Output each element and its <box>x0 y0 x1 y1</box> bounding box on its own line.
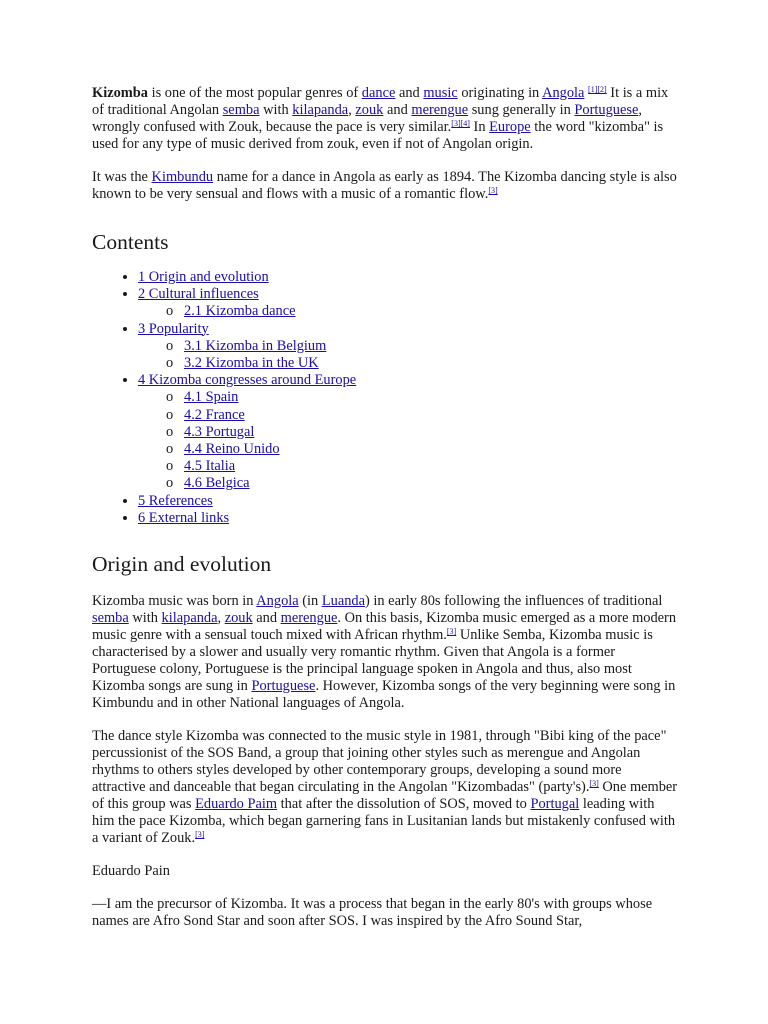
toc-link-belgium[interactable]: 3.1 Kizomba in Belgium <box>184 337 327 354</box>
toc-subitem <box>184 355 678 372</box>
citation-3[interactable]: [3] <box>589 779 599 789</box>
origin-paragraph-2: The dance style Kizomba was connected to the music style in 1981, through "Bibi king of the pace" percussionist of the SOS Band, a group that joining other styles such as merengue and Angolan rhythms to others styles developed by other contemporary groups, developing a sound more attractive and danceable that began circulating in the Angolan "Kizombadas" (party's).[3] One member of this group was Eduardo Paim that after the dissolution of SOS, moved to Portugal leading with him the pace Kizomba, which began garnering fans in Lusitanian lands but mistakenly confused with a variant of Zouk.[3] <box>92 728 678 847</box>
citation-3[interactable]: [3] <box>446 627 457 637</box>
toc-subitem <box>184 389 678 406</box>
toc-subitem <box>184 441 678 458</box>
link-zouk-2[interactable]: zouk <box>224 610 253 627</box>
toc-link-references[interactable]: 5 References <box>138 492 213 509</box>
kimbundu-paragraph: It was the Kimbundu name for a dance in Angola as early as 1894. The Kizomba dancing style is also known to be very sensual and flows with a music of a romantic flow.[3] <box>92 169 677 202</box>
quote-paragraph: —I am the precursor of Kizomba. It was a process that began in the early 80's with groups whose names are Afro Sond Star and soon after SOS. I was inspired by the Afro Sound Star, <box>92 896 653 930</box>
toc-item <box>138 286 678 320</box>
link-dance[interactable]: dance <box>361 85 396 101</box>
toc-link-uk[interactable]: 3.2 Kizomba in the UK <box>184 355 319 372</box>
toc-link-belgica[interactable]: 4.6 Belgica <box>184 475 250 492</box>
toc-item <box>138 510 678 527</box>
link-kimbundu[interactable]: Kimbundu <box>151 169 214 185</box>
toc-subitem <box>184 424 678 441</box>
link-kilapanda-2[interactable]: kilapanda <box>161 610 218 627</box>
citation-1-2[interactable]: [1][2] <box>588 85 607 94</box>
citation-3[interactable]: [3] <box>195 830 205 840</box>
link-semba-2[interactable]: semba <box>92 610 129 627</box>
origin-heading: Origin and evolution <box>92 552 272 577</box>
toc-subitem <box>184 475 678 492</box>
origin-paragraph-1: Kizomba music was born in Angola (in Luanda) in early 80s following the influences of traditional semba with kilapanda, zouk and merengue. On this basis, Kizomba music emerged as a more modern music genre with a sensual touch mixed with African rhythm.[3] Unlike Semba, Kizomba music is characterised by a slower and usually very romantic rhythm. Given that Angola is a former Portuguese colony, Portuguese is the principal language spoken in Angola and thus, also most Kizomba songs are sung in Portuguese. However, Kizomba songs of the very beginning were song in Kimbundu and in other National languages of Angola. <box>92 593 677 712</box>
citation-3-4[interactable]: [3][4] <box>451 119 470 128</box>
link-zouk[interactable]: zouk <box>355 102 384 118</box>
contents-heading: Contents <box>92 230 169 254</box>
table-of-contents <box>92 269 678 527</box>
toc-link-kizomba-dance[interactable]: 2.1 Kizomba dance <box>184 303 296 320</box>
link-semba[interactable]: semba <box>222 102 260 118</box>
toc-subitem <box>184 338 678 355</box>
link-eduardo-paim[interactable]: Eduardo Paim <box>195 796 278 813</box>
article <box>92 80 678 930</box>
toc-item <box>138 372 678 492</box>
link-portuguese-2[interactable]: Portuguese <box>251 678 316 695</box>
toc-link-popularity[interactable]: 3 Popularity <box>138 320 209 337</box>
link-merengue-2[interactable]: merengue <box>280 610 338 627</box>
link-portugal[interactable]: Portugal <box>530 796 580 813</box>
link-angola-2[interactable]: Angola <box>256 593 299 610</box>
toc-subitem <box>184 458 678 475</box>
toc-item <box>138 321 678 373</box>
toc-link-cultural[interactable]: 2 Cultural influences <box>138 286 259 303</box>
link-luanda[interactable]: Luanda <box>321 593 365 610</box>
link-merengue[interactable]: merengue <box>411 102 469 118</box>
link-music[interactable]: music <box>423 85 458 101</box>
eduardo-pain-line: Eduardo Pain <box>92 863 170 880</box>
link-portuguese[interactable]: Portuguese <box>574 102 639 118</box>
toc-link-spain[interactable]: 4.1 Spain <box>184 389 239 406</box>
intro-paragraph: Kizomba is one of the most popular genres of dance and music originating in Angola [1][2] It is a mix of traditional Angolan semba with kilapanda, zouk and merengue sung generally in Portuguese, wrongly confused with Zouk, because the pace is very similar.[3][4] In Europe the word "kizomba" is used for any type of music derived from zouk, even if not of Angolan origin. <box>92 85 669 152</box>
citation-3[interactable]: [3] <box>488 186 498 195</box>
toc-item <box>138 493 678 510</box>
link-kilapanda[interactable]: kilapanda <box>292 102 349 118</box>
toc-link-congresses[interactable]: 4 Kizomba congresses around Europe <box>138 372 357 389</box>
toc-link-origin[interactable]: 1 Origin and evolution <box>138 269 269 285</box>
toc-item <box>138 269 678 286</box>
toc-link-external-links[interactable]: 6 External links <box>138 509 230 526</box>
toc-subitem <box>184 303 678 320</box>
toc-link-reino-unido[interactable]: 4.4 Reino Unido <box>184 441 280 458</box>
toc-link-france[interactable]: 4.2 France <box>184 406 245 423</box>
link-angola[interactable]: Angola <box>542 85 585 101</box>
toc-link-italia[interactable]: 4.5 Italia <box>184 458 236 475</box>
link-europe[interactable]: Europe <box>489 119 531 135</box>
toc-link-portugal[interactable]: 4.3 Portugal <box>184 423 255 440</box>
article-subject: Kizomba <box>92 85 148 101</box>
toc-subitem <box>184 407 678 424</box>
